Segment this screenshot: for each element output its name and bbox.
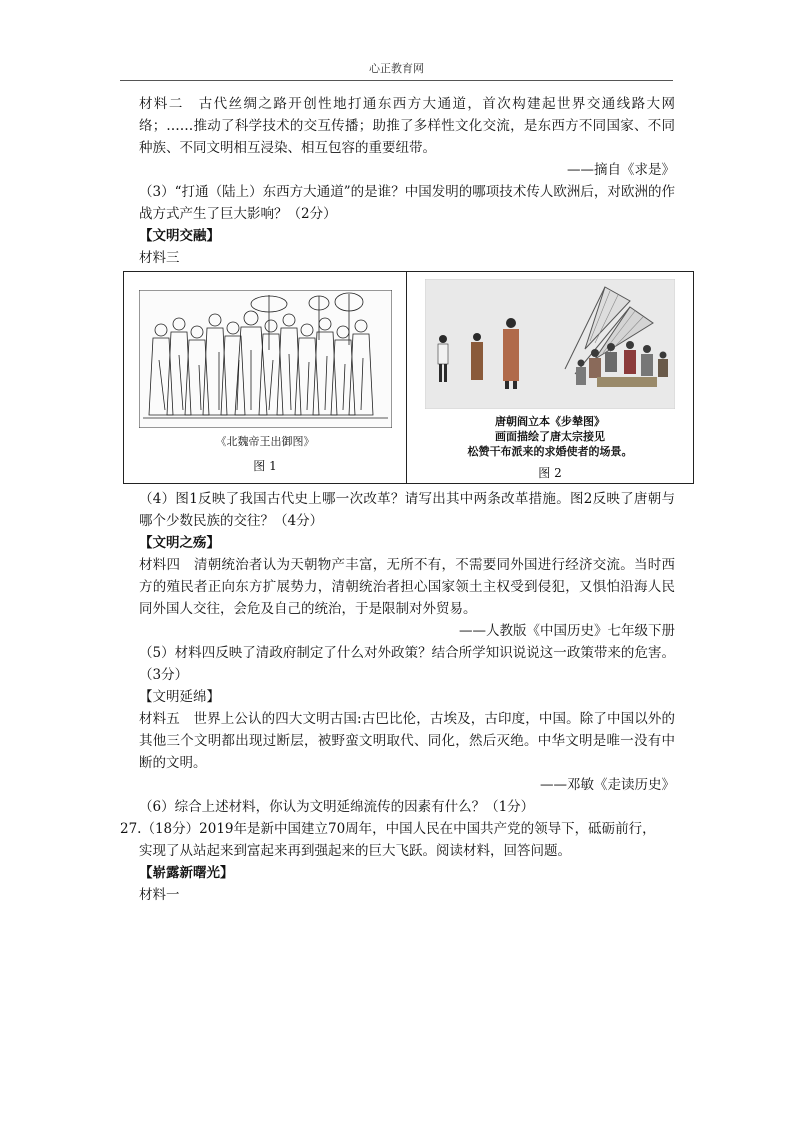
figure-box (123, 271, 694, 484)
painting-illustration (425, 279, 675, 409)
procession-illustration (139, 290, 392, 428)
figure-2-caption-line1: 唐朝阎立本《步辇图》 (495, 415, 605, 428)
material-3-label: 材料三 (139, 250, 180, 266)
document-body (120, 93, 675, 906)
section-heading-continue: 【文明延绵】 (139, 689, 220, 705)
figure-2-number: 图 2 (538, 466, 562, 480)
question-5: （5）材料四反映了清政府制定了什么对外政策？结合所学知识说说这一政策带来的危害。（3分） (139, 645, 675, 683)
question-3: （3）“打通（陆上）东西方大通道”的是谁？中国发明的哪项技术传人欧洲后，对欧洲的作战方式产生了巨大影响？（2分） (139, 184, 675, 222)
question-6: （6）综合上述材料，你认为文明延绵流传的因素有什么？（1分） (139, 799, 535, 815)
material-2-text: 材料二 古代丝绸之路开创性地打通东西方大通道，首次构建起世界交通线路大网络；……推动了科学技术的交互传播；助推了多样性文化交流，是东西方不同国家、不同种族、不同文明相互浸染、相互包容的重要纽带。 (139, 96, 675, 156)
question-27-line1: 27.（18分）2019年是新中国建立70周年，中国人民在中国共产党的领导下，砥砺前行， (120, 821, 656, 837)
figure-2-caption-line2: 画面描绘了唐太宗接见 (495, 430, 605, 443)
figure-2-caption-line3: 松赞干布派来的求婚使者的场景。 (467, 445, 633, 458)
material-4-text: 材料四 清朝统治者认为天朝物产丰富，无所不有，不需要同外国进行经济交流。当时西方的殖民者正向东方扩展势力，清朝统治者担心国家领土主权受到侵犯，又惧怕沿海人民同外国人交往，会危及自己的统治，于是限制对外贸易。 (139, 557, 675, 617)
material-1-label: 材料一 (139, 887, 180, 903)
question-27-line2: 实现了从站起来到富起来再到强起来的巨大飞跃。阅读材料，回答问题。 (139, 843, 571, 859)
page-header (120, 60, 673, 81)
header-site-name: 心正教育网 (369, 62, 424, 75)
material-5-source: ——邓敏《走读历史》 (540, 777, 675, 793)
question-4: （4）图1反映了我国古代史上哪一次改革？请写出其中两条改革措施。图2反映了唐朝与哪个少数民族的交往？（4分） (139, 491, 675, 529)
material-4-source: ——人教版《中国历史》七年级下册 (459, 623, 675, 639)
figure-1 (124, 272, 407, 483)
figure-2 (407, 272, 693, 483)
section-heading-tragedy: 【文明之殇】 (139, 535, 220, 551)
section-heading-dawn: 【崭露新曙光】 (139, 865, 234, 881)
figure-1-number: 图 1 (253, 459, 277, 473)
material-5-text: 材料五 世界上公认的四大文明古国:古巴比伦，古埃及，古印度，中国。除了中国以外的其他三个文明都出现过断层，被野蛮文明取代、同化，然后灭绝。中华文明是唯一没有中断的文明。 (139, 711, 675, 771)
material-2-source: ——摘自《求是》 (567, 162, 675, 178)
section-heading-exchange: 【文明交融】 (139, 228, 220, 244)
figure-1-caption: 《北魏帝王出御图》 (215, 435, 315, 448)
